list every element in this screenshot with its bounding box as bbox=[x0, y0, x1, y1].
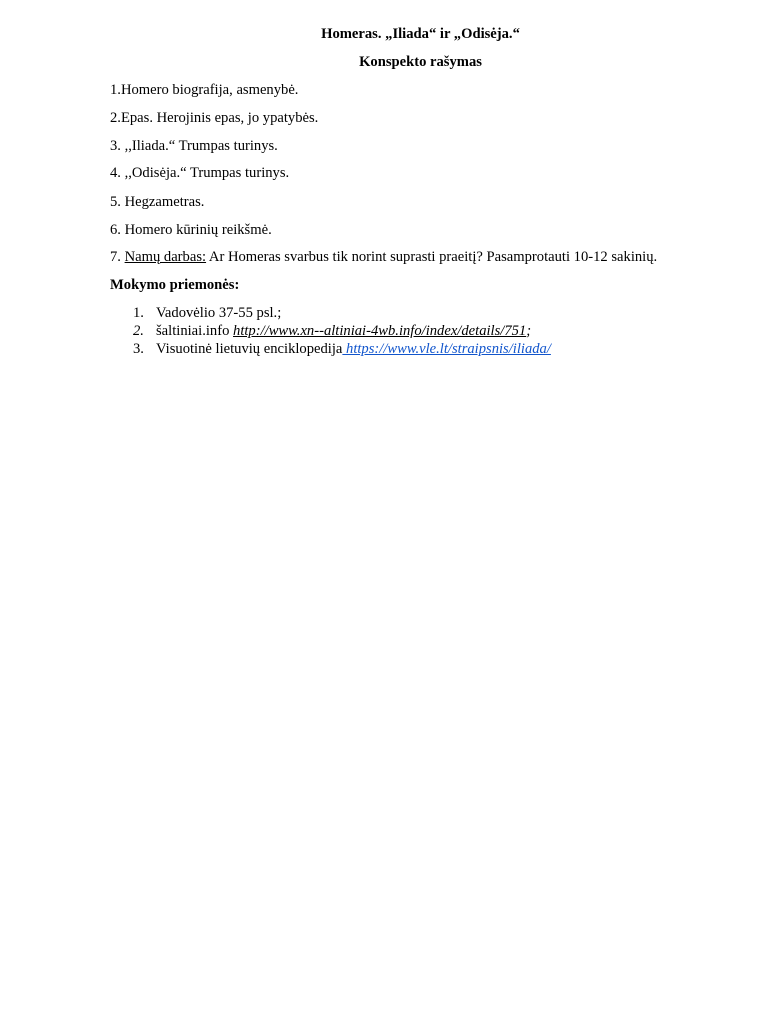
document-subtitle: Konspekto rašymas bbox=[359, 54, 482, 70]
resource-text: šaltiniai.info bbox=[156, 323, 234, 339]
topic-item-4: 4. ,,Odisėja.“ Trumpas turinys. bbox=[110, 165, 290, 181]
topic-item-3: 3. ,,Iliada.“ Trumpas turinys. bbox=[110, 138, 278, 154]
topic-item-6: 6. Homero kūrinių reikšmė. bbox=[110, 222, 272, 238]
document-title: Homeras. „Iliada“ ir „Odisėja.“ bbox=[321, 26, 520, 42]
resource-number: 2. bbox=[133, 323, 144, 339]
resource-number: 3. bbox=[133, 341, 144, 357]
resource-text: Vadovėlio 37-55 psl.; bbox=[156, 305, 282, 321]
resource-text: Visuotinė lietuvių enciklopedija bbox=[156, 341, 343, 357]
homework-prefix: 7. bbox=[110, 249, 125, 265]
saltiniai-link[interactable]: http://www.xn--altiniai-4wb.info/index/details/751 bbox=[233, 323, 527, 339]
vle-link[interactable]: https://www.vle.lt/straipsnis/iliada/ bbox=[342, 341, 551, 357]
topic-item-2: 2.Epas. Herojinis epas, jo ypatybės. bbox=[110, 110, 319, 126]
resource-text-with-link bbox=[156, 323, 531, 340]
resource-text-with-link bbox=[156, 341, 551, 358]
resource-number: 1. bbox=[133, 305, 144, 321]
topic-item-1: 1.Homero biografija, asmenybė. bbox=[110, 82, 299, 98]
homework-text: Ar Homeras svarbus tik norint suprasti praeitį? Pasamprotauti 10-12 sakinių. bbox=[206, 249, 658, 265]
resources-heading: Mokymo priemonės: bbox=[110, 277, 240, 293]
resource-suffix: ; bbox=[526, 323, 532, 339]
homework-label: Namų darbas: bbox=[124, 249, 207, 265]
homework-item bbox=[110, 249, 657, 266]
topic-item-5: 5. Hegzametras. bbox=[110, 194, 205, 210]
